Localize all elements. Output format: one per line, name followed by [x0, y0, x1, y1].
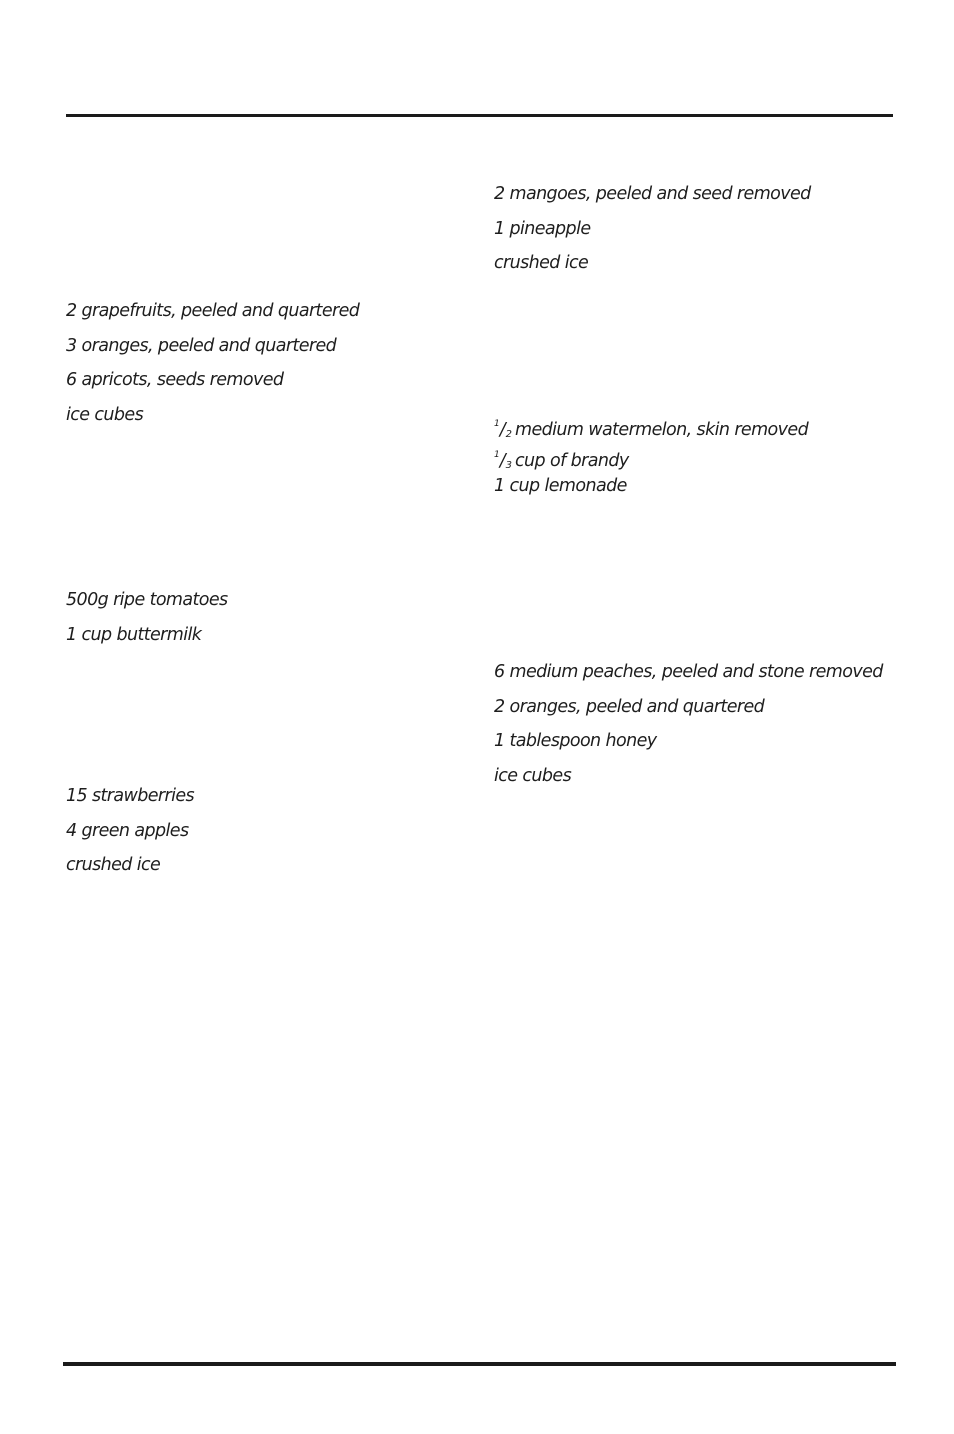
- ingredient-line: 500g ripe tomatoes: [66, 590, 228, 610]
- ingredient-line: 2 mangoes, peeled and seed removed: [494, 184, 811, 204]
- ingredient-line: 6 medium peaches, peeled and stone removed: [494, 662, 883, 682]
- ingredient-line: 6 apricots, seeds removed: [66, 370, 284, 390]
- fraction-numerator: 1: [494, 450, 500, 460]
- ingredient-line: 1 pineapple: [494, 218, 591, 239]
- ingredient-text: cup of brandy: [515, 451, 629, 471]
- ingredient-line: crushed ice: [494, 253, 589, 273]
- tomato-ingredients: [66, 588, 228, 657]
- ingredient-line: ice cubes: [494, 765, 572, 786]
- top-divider: [66, 114, 893, 117]
- ingredient-line: 15 strawberries: [66, 786, 195, 806]
- ingredient-line: 2 oranges, peeled and quartered: [494, 696, 765, 717]
- fraction-denominator: 3: [505, 460, 513, 471]
- fraction-denominator: 2: [505, 429, 513, 440]
- watermelon-ingredients: [494, 412, 808, 505]
- ingredient-text: medium watermelon, skin removed: [515, 420, 809, 440]
- peach-ingredients: [494, 660, 883, 798]
- ingredient-line: ice cubes: [66, 404, 144, 425]
- fraction-numerator: 1: [494, 419, 500, 429]
- ingredient-line: [494, 443, 808, 474]
- ingredient-line: 3 oranges, peeled and quartered: [66, 335, 337, 356]
- fraction-slash: /: [499, 420, 506, 440]
- grapefruit-ingredients: [66, 299, 359, 437]
- ingredient-line: crushed ice: [66, 855, 161, 875]
- ingredient-line: [494, 474, 808, 505]
- ingredient-line: [494, 412, 808, 443]
- ingredient-line: 2 grapefruits, peeled and quartered: [66, 301, 360, 321]
- ingredient-line: 4 green apples: [66, 820, 189, 841]
- fraction-slash: /: [499, 451, 506, 471]
- mango-ingredients: [494, 182, 811, 286]
- ingredient-text: 1 cup lemonade: [494, 476, 627, 496]
- bottom-divider: [63, 1362, 896, 1366]
- ingredient-line: 1 cup buttermilk: [66, 624, 202, 645]
- strawberry-ingredients: [66, 784, 194, 888]
- ingredient-line: 1 tablespoon honey: [494, 731, 657, 751]
